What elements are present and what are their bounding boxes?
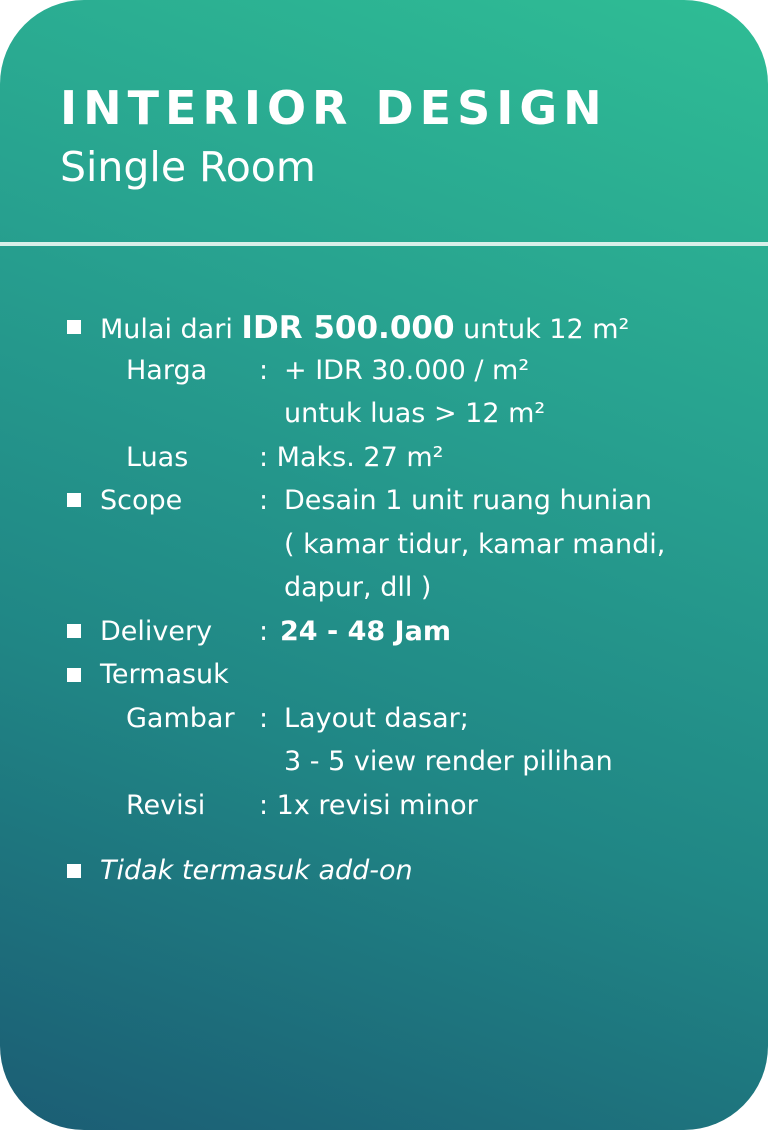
price-suffix: untuk 12 m² — [463, 314, 630, 345]
harga-line2: untuk luas > 12 m² — [284, 398, 546, 429]
scope-line3: dapur, dll ) — [284, 572, 432, 603]
gambar-colon: : — [259, 703, 269, 734]
bullet-icon — [67, 493, 81, 507]
price-line — [100, 311, 629, 347]
luas-label: Luas — [126, 442, 189, 473]
scope-line2: ( kamar tidur, kamar mandi, — [284, 529, 666, 560]
header-divider — [0, 242, 768, 246]
gambar-line2: 3 - 5 view render pilihan — [284, 746, 613, 777]
scope-line1: Desain 1 unit ruang hunian — [284, 485, 652, 516]
harga-line1: + IDR 30.000 / m² — [284, 355, 530, 386]
delivery-label: Delivery — [100, 616, 213, 647]
delivery-value: 24 - 48 Jam — [280, 616, 451, 647]
harga-colon: : — [259, 355, 269, 386]
revisi-label: Revisi — [126, 790, 206, 821]
scope-colon: : — [259, 485, 269, 516]
price-amount: IDR 500.000 — [241, 310, 455, 346]
revisi-value: : 1x revisi minor — [259, 790, 478, 821]
harga-label: Harga — [126, 355, 208, 386]
bullet-icon — [67, 864, 81, 878]
gambar-line1: Layout dasar; — [284, 703, 469, 734]
delivery-colon: : — [259, 616, 269, 647]
bullet-icon — [67, 624, 81, 638]
addon-note: Tidak termasuk add-on — [100, 855, 413, 886]
luas-value: : Maks. 27 m² — [259, 442, 444, 473]
bullet-icon — [67, 668, 81, 682]
scope-label: Scope — [100, 485, 183, 516]
bullet-icon — [67, 320, 81, 334]
price-prefix: Mulai dari — [100, 314, 233, 345]
card-title: INTERIOR DESIGN — [60, 81, 608, 135]
gambar-label: Gambar — [126, 703, 235, 734]
termasuk-label: Termasuk — [100, 659, 229, 690]
card-subtitle: Single Room — [60, 143, 316, 191]
